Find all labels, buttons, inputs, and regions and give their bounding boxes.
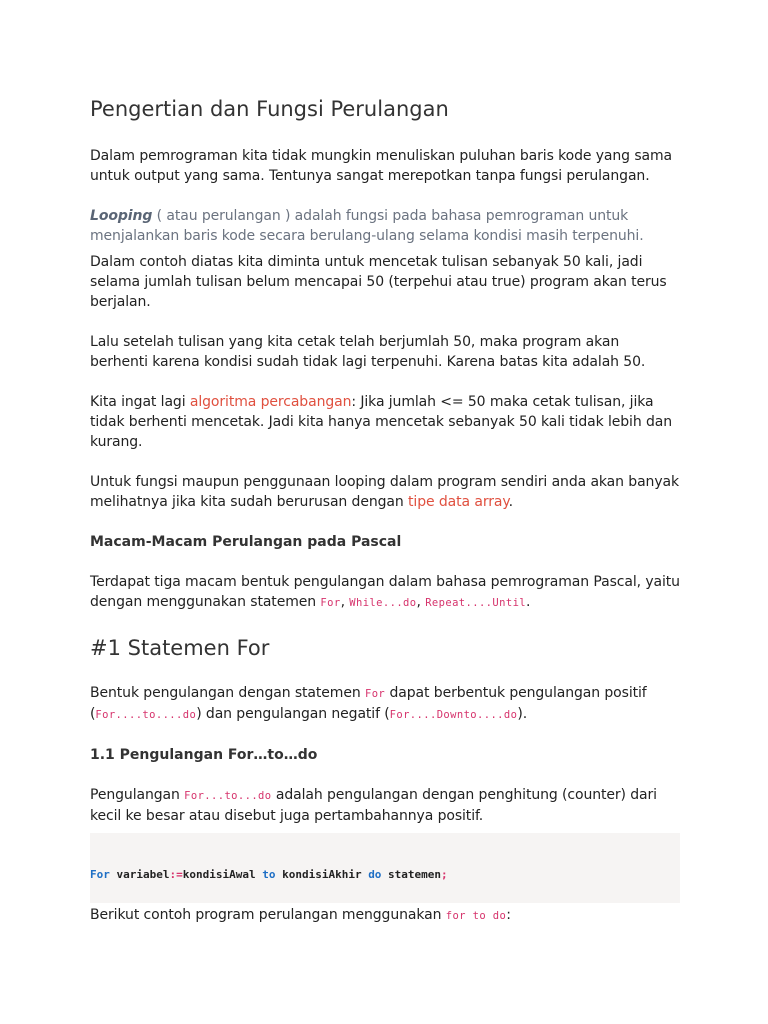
algorithm-text-before: Kita ingat lagi: [90, 394, 190, 410]
code-end-condition: kondisiAkhir: [275, 868, 369, 881]
for-forms-text-3: ) dan pengulangan negatif (: [196, 706, 390, 722]
algorithm-paragraph: [90, 392, 680, 452]
looping-definition-text: ( atau perulangan ) adalah fungsi pada bahasa pemrograman untuk menjalankan baris kode secara berulang-ulang selama kondisi masih terpenuhi.: [90, 208, 644, 244]
for-forms-text-1: Bentuk pengulangan dengan statemen: [90, 685, 365, 701]
subheading-for-to-do: 1.1 Pengulangan For…to…do: [90, 747, 318, 763]
code-for: For: [320, 597, 341, 609]
code-for-to-do-example: for to do: [445, 910, 507, 922]
types-paragraph: [90, 572, 680, 613]
code-statement: statemen: [381, 868, 442, 881]
looping-term: Looping: [90, 208, 153, 224]
code-start-condition: kondisiAwal: [182, 868, 263, 881]
code-keyword-do: do: [368, 868, 382, 881]
code-keyword-for: For: [90, 868, 110, 881]
example-intro-colon: :: [506, 907, 511, 923]
array-text-after: .: [508, 494, 513, 510]
for-to-do-text-2: adalah pengulangan dengan penghitung (counter) dari kecil ke besar atau disebut juga pertambahannya positif.: [90, 787, 657, 824]
code-for-inline: For: [364, 688, 386, 700]
code-variable: variabel: [109, 868, 170, 881]
algoritma-percabangan-link[interactable]: algoritma percabangan: [189, 394, 352, 410]
types-text-after: .: [526, 594, 531, 610]
article-content: [90, 94, 680, 866]
after-code-content: [90, 905, 680, 926]
code-semicolon: ;: [441, 868, 448, 881]
for-to-do-text-1: Pengulangan: [90, 787, 185, 803]
looping-definition-quote: [90, 206, 680, 246]
array-paragraph: [90, 472, 680, 512]
subheading-macam-perulangan: Macam-Macam Perulangan pada Pascal: [90, 534, 402, 550]
intro-paragraph: Dalam pemrograman kita tidak mungkin menuliskan puluhan baris kode yang sama untuk output yang sama. Tentunya sangat merepotkan tanpa fungsi perulangan.: [90, 148, 673, 184]
algorithm-text-after: : Jika jumlah <= 50 maka cetak tulisan, jika tidak berhenti mencetak. Jadi kita hanya mencetak sebanyak 50 kali tidak lebih dan kurang.: [90, 394, 673, 450]
code-keyword-to: to: [262, 868, 276, 881]
tipe-data-array-link[interactable]: tipe data array: [408, 494, 509, 510]
for-to-do-description: [90, 785, 680, 826]
syntax-code-block: [90, 833, 680, 903]
types-text-before: Terdapat tiga macam bentuk pengulangan dalam bahasa pemrograman Pascal, yaitu dengan menggunakan statemen: [90, 574, 680, 610]
code-for-to-do-inline: For...to...do: [184, 790, 272, 802]
example-paragraph: Dalam contoh diatas kita diminta untuk mencetak tulisan sebanyak 50 kali, jadi selama jumlah tulisan belum mencapai 50 (terpehui atau true) program akan terus berjalan.: [90, 254, 667, 310]
example-program-intro: [90, 905, 680, 926]
page-title: Pengertian dan Fungsi Perulangan: [90, 97, 449, 121]
section-heading-statemen-for: #1 Statemen For: [90, 636, 270, 660]
for-forms-paragraph: [90, 683, 680, 725]
syntax-code-line: [90, 868, 448, 881]
example-intro-text: Berikut contoh program perulangan menggunakan: [90, 907, 446, 923]
code-repeat-until: Repeat....Until: [425, 597, 527, 609]
types-separator-1: ,: [340, 594, 350, 610]
code-for-downto-do: For....Downto....do: [389, 709, 518, 721]
array-text-before: Untuk fungsi maupun penggunaan looping dalam program sendiri anda akan banyak melihatnya jika kita sudah berurusan dengan: [90, 474, 679, 510]
for-forms-text-2: dapat berbentuk pengulangan positif (: [90, 685, 647, 722]
for-forms-text-4: ).: [517, 706, 528, 722]
stop-condition-paragraph: Lalu setelah tulisan yang kita cetak telah berjumlah 50, maka program akan berhenti karena kondisi sudah tidak lagi terpenuhi. Karena batas kita adalah 50.: [90, 334, 646, 370]
code-for-to-do: For....to....do: [95, 709, 197, 721]
code-assign-operator: :=: [169, 868, 183, 881]
types-separator-2: ,: [416, 594, 426, 610]
code-while-do: While...do: [349, 597, 417, 609]
